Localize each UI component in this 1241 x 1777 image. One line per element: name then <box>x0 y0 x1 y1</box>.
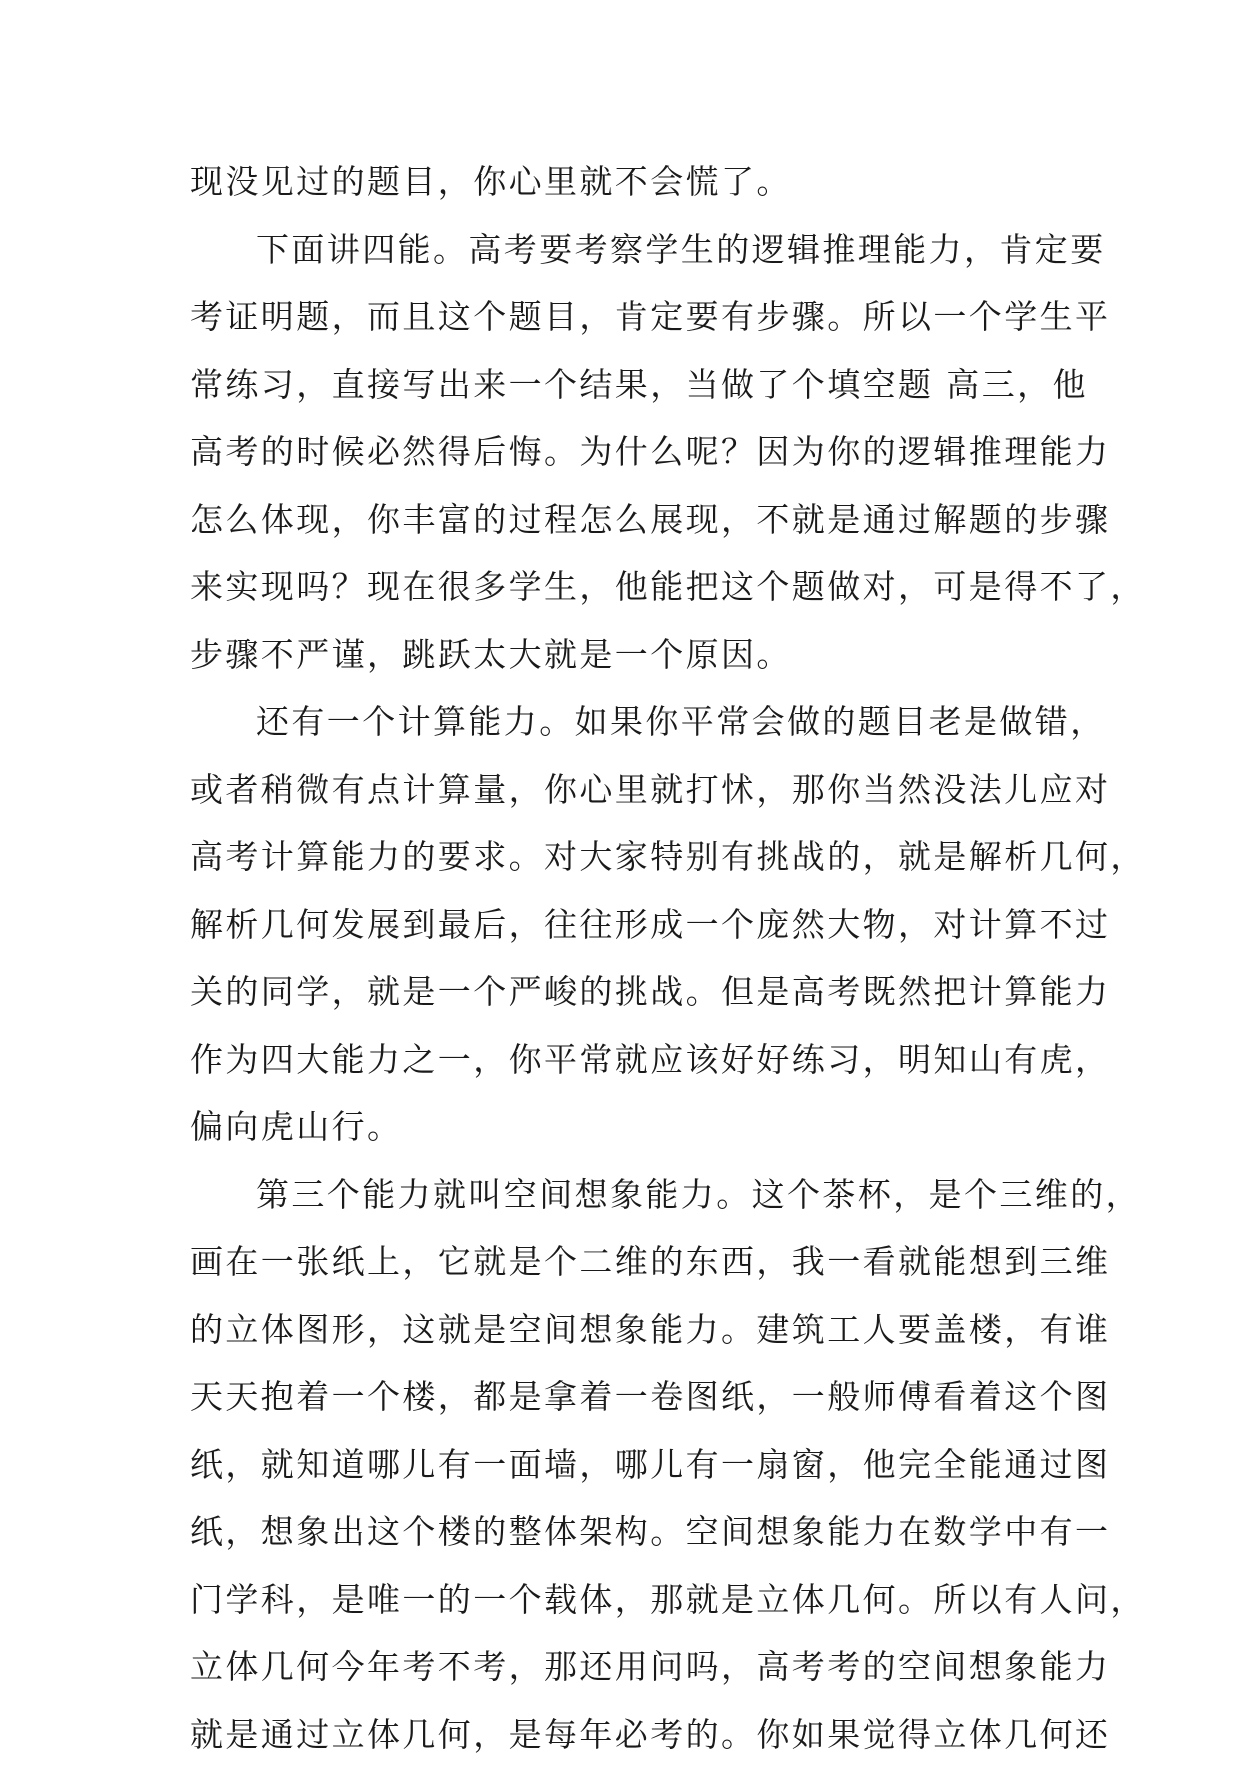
text-line: 纸，想象出这个楼的整体架构。空间想象能力在数学中有一 <box>190 1507 1070 1575</box>
text-line: 怎么体现，你丰富的过程怎么展现，不就是通过解题的步骤 <box>190 495 1070 563</box>
text-line: 立体几何今年考不考，那还用问吗，高考考的空间想象能力 <box>190 1642 1070 1710</box>
text-line: 就是通过立体几何，是每年必考的。你如果觉得立体几何还 <box>190 1710 1070 1777</box>
text-line: 偏向虎山行。 <box>190 1102 1070 1170</box>
paragraph-first-line: 还有一个计算能力。如果你平常会做的题目老是做错， <box>190 697 1070 765</box>
text-line: 作为四大能力之一，你平常就应该好好练习，明知山有虎， <box>190 1035 1070 1103</box>
text-line: 高考计算能力的要求。对大家特别有挑战的，就是解析几何， <box>190 832 1070 900</box>
text-line: 常练习，直接写出来一个结果，当做了个填空题 高三，他 <box>190 360 1070 428</box>
text-line: 天天抱着一个楼，都是拿着一卷图纸，一般师傅看着这个图 <box>190 1372 1070 1440</box>
text-line: 关的同学，就是一个严峻的挑战。但是高考既然把计算能力 <box>190 967 1070 1035</box>
paragraph-first-line: 第三个能力就叫空间想象能力。这个茶杯，是个三维的， <box>190 1170 1070 1238</box>
text-line: 步骤不严谨，跳跃太大就是一个原因。 <box>190 630 1070 698</box>
text-line: 的立体图形，这就是空间想象能力。建筑工人要盖楼，有谁 <box>190 1305 1070 1373</box>
paragraph-first-line: 下面讲四能。高考要考察学生的逻辑推理能力，肯定要 <box>190 225 1070 293</box>
text-line: 高考的时候必然得后悔。为什么呢？因为你的逻辑推理能力 <box>190 427 1070 495</box>
text-line: 纸，就知道哪儿有一面墙，哪儿有一扇窗，他完全能通过图 <box>190 1440 1070 1508</box>
body-text <box>190 157 1070 1777</box>
text-line: 画在一张纸上，它就是个二维的东西，我一看就能想到三维 <box>190 1237 1070 1305</box>
text-line: 来实现吗？现在很多学生，他能把这个题做对，可是得不了， <box>190 562 1070 630</box>
text-line: 或者稍微有点计算量，你心里就打怵，那你当然没法儿应对 <box>190 765 1070 833</box>
text-line: 门学科，是唯一的一个载体，那就是立体几何。所以有人问， <box>190 1575 1070 1643</box>
text-line: 解析几何发展到最后，往往形成一个庞然大物，对计算不过 <box>190 900 1070 968</box>
text-line: 考证明题，而且这个题目，肯定要有步骤。所以一个学生平 <box>190 292 1070 360</box>
text-line: 现没见过的题目，你心里就不会慌了。 <box>190 157 1070 225</box>
